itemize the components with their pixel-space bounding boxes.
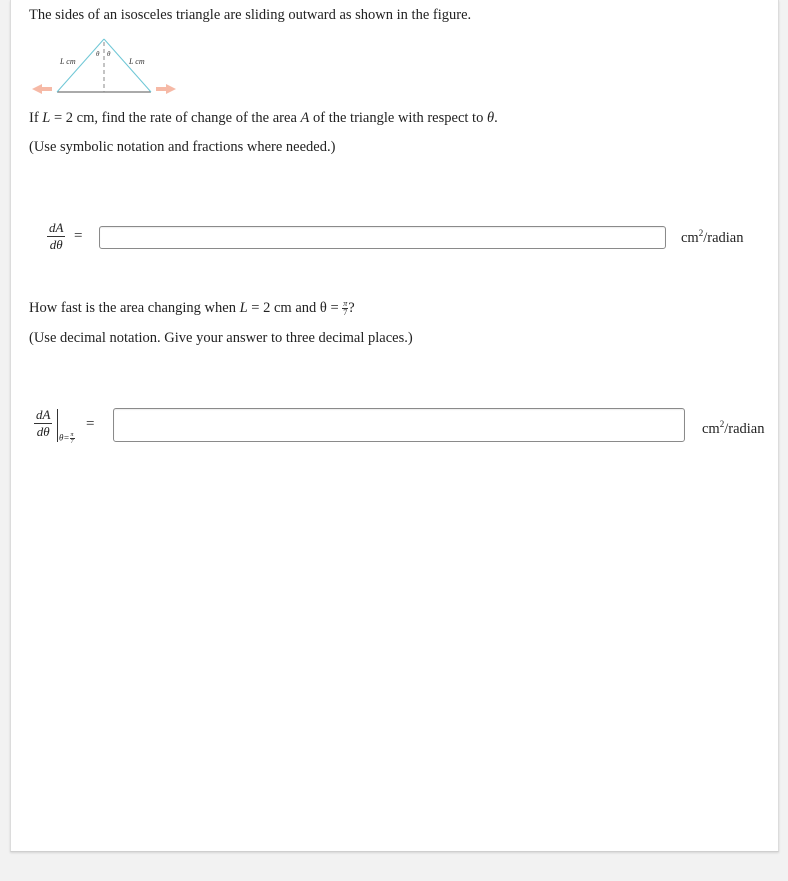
angle-label-left: θ	[96, 50, 100, 58]
answer2-unit-exp: 2	[719, 419, 725, 429]
answer1-derivative	[47, 220, 65, 253]
answer2-input[interactable]	[113, 408, 685, 442]
answer1-unit	[681, 228, 743, 247]
q2-hint: (Use decimal notation. Give your answer to three decimal places.)	[29, 330, 413, 346]
answer2-sub-seven: 7	[70, 439, 74, 445]
q1-hint: (Use symbolic notation and fractions where needed.)	[29, 139, 336, 155]
q2-seven: 7	[343, 308, 348, 318]
q2-prefix: How fast is the area changing when	[29, 300, 236, 316]
answer2-derivative	[34, 407, 52, 440]
left-arrow-icon	[32, 84, 52, 94]
q1-var-A: A	[300, 110, 310, 126]
side-label-right: L cm	[129, 57, 145, 66]
q1-eq-value: = 2 cm, find the rate of change of the area	[54, 110, 297, 126]
answer2-sub-frac	[70, 432, 75, 445]
problem-intro: The sides of an isosceles triangle are sliding outward as shown in the figure.	[29, 7, 472, 23]
answer2-unit	[702, 419, 764, 438]
question-1	[29, 110, 498, 127]
triangle-figure	[28, 36, 183, 98]
answer1-unit-exp: 2	[698, 228, 704, 238]
question-2	[29, 300, 355, 317]
answer1-unit-tail: /radian	[703, 230, 744, 246]
answer2-sub-prefix: θ=	[59, 432, 70, 443]
side-label-left: L cm	[60, 57, 76, 66]
q1-var-L: L	[42, 110, 51, 126]
q1-var-theta: θ	[486, 110, 495, 126]
answer2-sub-pi: π	[70, 432, 74, 438]
answer2-equals: =	[86, 416, 95, 432]
answer1-input[interactable]	[99, 226, 666, 249]
q1-end: .	[494, 110, 498, 126]
q1-prefix: If	[29, 110, 39, 126]
q2-pi: π	[343, 299, 348, 309]
q2-var-L: L	[239, 300, 248, 316]
answer2-eval-bar	[57, 409, 58, 442]
answer2-unit-tail: /radian	[724, 421, 765, 437]
answer1-equals: =	[74, 228, 83, 244]
answer2-frac-num: dA	[36, 407, 51, 422]
answer1-frac-num: dA	[49, 220, 64, 235]
answer2-eval-sub	[59, 432, 75, 445]
angle-label-right: θ	[107, 50, 111, 58]
q2-mid: = 2 cm and θ =	[251, 300, 339, 316]
answer1-frac-den: dθ	[49, 237, 63, 252]
q1-middle: of the triangle with respect to	[313, 110, 484, 126]
answer2-frac-den: dθ	[36, 424, 50, 439]
right-arrow-icon	[156, 84, 176, 94]
answer2-unit-base: cm	[702, 421, 720, 437]
q2-end: ?	[348, 300, 355, 316]
answer1-unit-base: cm	[681, 230, 699, 246]
